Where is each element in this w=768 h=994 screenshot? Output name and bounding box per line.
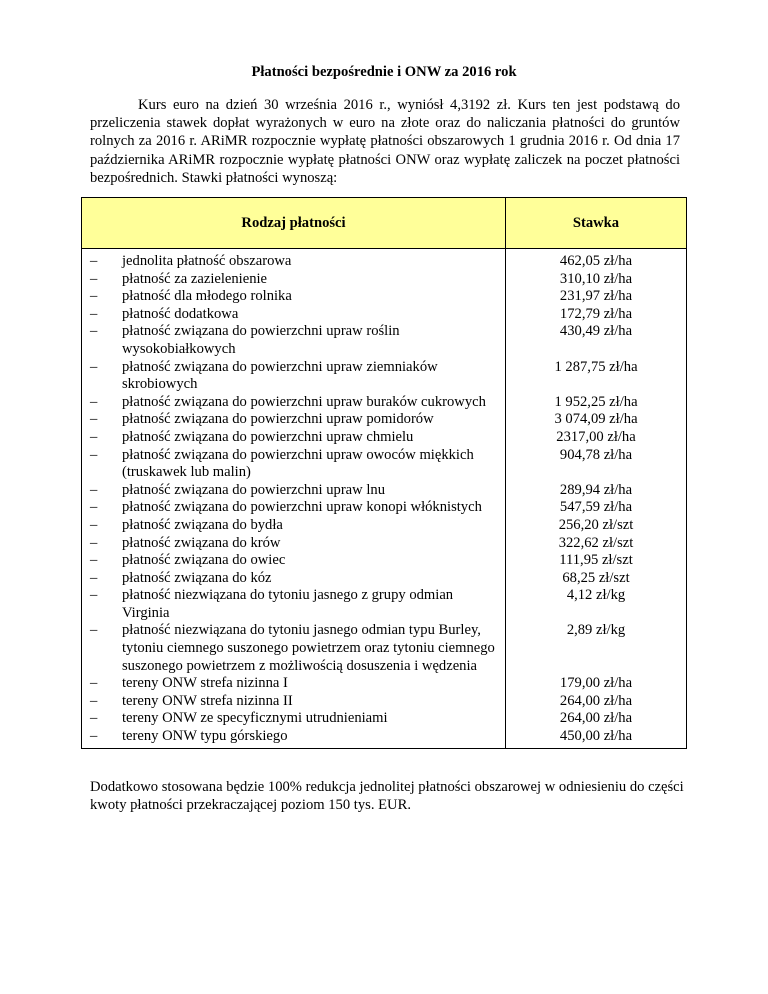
payment-type: tereny ONW typu górskiego xyxy=(122,728,288,745)
payment-type: płatność związana do powierzchni upraw pomidorów xyxy=(122,411,434,428)
payment-rate: 179,00 zł/ha xyxy=(559,675,633,692)
table-row xyxy=(88,271,499,289)
list-dash: – xyxy=(90,481,98,498)
table-row xyxy=(88,306,499,324)
payment-types-cell xyxy=(82,249,506,749)
payment-rate: 310,10 zł/ha xyxy=(559,270,633,287)
payment-type: płatność związana do owiec xyxy=(122,552,286,569)
table-row xyxy=(88,517,499,535)
list-dash: – xyxy=(90,728,98,745)
rates-cell xyxy=(506,249,687,749)
payment-rate: 2317,00 zł/ha xyxy=(556,428,636,445)
closing-paragraph: Dodatkowo stosowana będzie 100% redukcja jednolitej płatności obszarowej w odniesieniu do części kwoty płatności przekraczającej poziom 150 tys. EUR. xyxy=(90,779,684,814)
table-row xyxy=(88,710,499,728)
list-dash: – xyxy=(90,393,98,410)
list-dash: – xyxy=(90,675,98,692)
list-dash: – xyxy=(90,428,98,445)
table-row xyxy=(88,622,499,675)
payment-rate: 1 287,75 zł/ha xyxy=(554,358,638,375)
payment-rate: 322,62 zł/szt xyxy=(558,534,634,551)
payment-type: płatność związana do kóz xyxy=(122,569,272,586)
table-row xyxy=(88,552,499,570)
payment-type: płatność dodatkowa xyxy=(122,305,239,322)
list-dash: – xyxy=(90,622,98,639)
payment-type: płatność za zazielenienie xyxy=(122,270,268,287)
table-row xyxy=(88,429,499,447)
payment-type: płatność związana do powierzchni upraw owoców miękkich (truskawek lub malin) xyxy=(122,446,474,481)
payment-type: płatność związana do powierzchni upraw chmielu xyxy=(122,428,414,445)
list-dash: – xyxy=(90,411,98,428)
payment-rate: 231,97 zł/ha xyxy=(559,288,633,305)
payment-rate: 2,89 zł/kg xyxy=(566,622,626,639)
list-dash: – xyxy=(90,358,98,375)
list-dash: – xyxy=(90,569,98,586)
payment-rate: 68,25 zł/szt xyxy=(562,569,630,586)
list-dash: – xyxy=(90,288,98,305)
payment-rate: 430,49 zł/ha xyxy=(559,323,633,340)
payment-type: jednolita płatność obszarowa xyxy=(122,253,292,269)
table-row xyxy=(88,587,499,622)
list-dash: – xyxy=(90,323,98,340)
table-row xyxy=(88,323,499,358)
payment-type: płatność związana do powierzchni upraw lnu xyxy=(122,481,385,498)
payment-rate: 904,78 zł/ha xyxy=(559,446,633,463)
payment-type: płatność związana do bydła xyxy=(122,516,283,533)
payment-type: płatność dla młodego rolnika xyxy=(122,288,292,305)
payment-rate: 450,00 zł/ha xyxy=(559,728,633,745)
table-row xyxy=(88,499,499,517)
payment-rate: 264,00 zł/ha xyxy=(559,710,633,727)
payment-rate: 289,94 zł/ha xyxy=(559,481,633,498)
payment-type: płatność związana do powierzchni upraw roślin wysokobiałkowych xyxy=(122,323,400,357)
list-dash: – xyxy=(90,516,98,533)
page-title: Płatności bezpośrednie i ONW za 2016 rok xyxy=(251,64,517,80)
table-row xyxy=(88,359,499,394)
payment-rates-table xyxy=(81,197,687,749)
payment-type: płatność związana do powierzchni upraw buraków cukrowych xyxy=(122,393,486,410)
list-dash: – xyxy=(90,710,98,727)
list-dash: – xyxy=(90,499,98,516)
table-row xyxy=(88,693,499,711)
payment-type: płatność związana do powierzchni upraw konopi włóknistych xyxy=(122,499,482,516)
payment-rate: 4,12 zł/kg xyxy=(566,587,626,604)
intro-text: Kurs euro na dzień 30 września 2016 r., wyniósł 4,3192 zł. Kurs ten jest podstawą do przeliczenia stawek dopłat wyrażonych w euro na złote oraz do naliczania płatności do gruntów rolnych za 2016 r. ARiMR rozpocznie wypłatę płatności obszarowych 1 grudnia 2016 r. Od dnia 17 października ARiMR rozpocznie wypłatę płatności ONW oraz wypłatę zaliczek na poczet płatności bezpośrednich. Stawki płatności wynoszą: xyxy=(90,97,680,186)
table-row xyxy=(88,394,499,412)
intro-paragraph xyxy=(90,96,680,187)
payment-rate: 3 074,09 zł/ha xyxy=(554,411,638,428)
payment-type: płatność związana do krów xyxy=(122,534,281,551)
payment-type: płatność niezwiązana do tytoniu jasnego odmian typu Burley, tytoniu ciemnego suszonego powietrzem oraz tytoniu ciemnego suszonego powietrzem z możliwością dosuszenia i wędzenia xyxy=(122,622,495,674)
payment-rate: 256,20 zł/szt xyxy=(558,516,634,533)
table-row xyxy=(88,447,499,482)
payment-type: tereny ONW strefa nizinna II xyxy=(122,692,293,709)
table-row xyxy=(88,535,499,553)
payment-type: tereny ONW strefa nizinna I xyxy=(122,675,288,692)
list-dash: – xyxy=(90,270,98,287)
list-dash: – xyxy=(90,587,98,604)
header-payment-type: Rodzaj płatności xyxy=(82,198,506,249)
payment-rate: 462,05 zł/ha xyxy=(559,253,633,269)
payment-type: płatność niezwiązana do tytoniu jasnego z grupy odmian Virginia xyxy=(122,587,454,621)
payment-type: płatność związana do powierzchni upraw ziemniaków skrobiowych xyxy=(122,358,438,393)
list-dash: – xyxy=(90,552,98,569)
table-row xyxy=(88,728,499,746)
list-dash: – xyxy=(90,253,98,269)
table-row xyxy=(88,411,499,429)
payment-rate: 111,95 zł/szt xyxy=(559,552,633,569)
list-dash: – xyxy=(90,446,98,463)
list-dash: – xyxy=(90,534,98,551)
table-row xyxy=(88,570,499,588)
table-row xyxy=(88,288,499,306)
payment-rate: 264,00 zł/ha xyxy=(559,692,633,709)
table-row xyxy=(88,253,499,271)
list-dash: – xyxy=(90,305,98,322)
table-row xyxy=(88,482,499,500)
header-rate: Stawka xyxy=(506,198,687,249)
list-dash: – xyxy=(90,692,98,709)
payment-rate: 1 952,25 zł/ha xyxy=(554,393,638,410)
table-row xyxy=(88,675,499,693)
payment-rate: 547,59 zł/ha xyxy=(559,499,633,516)
payment-type: tereny ONW ze specyficznymi utrudnieniami xyxy=(122,710,388,727)
payment-rate: 172,79 zł/ha xyxy=(559,305,633,322)
